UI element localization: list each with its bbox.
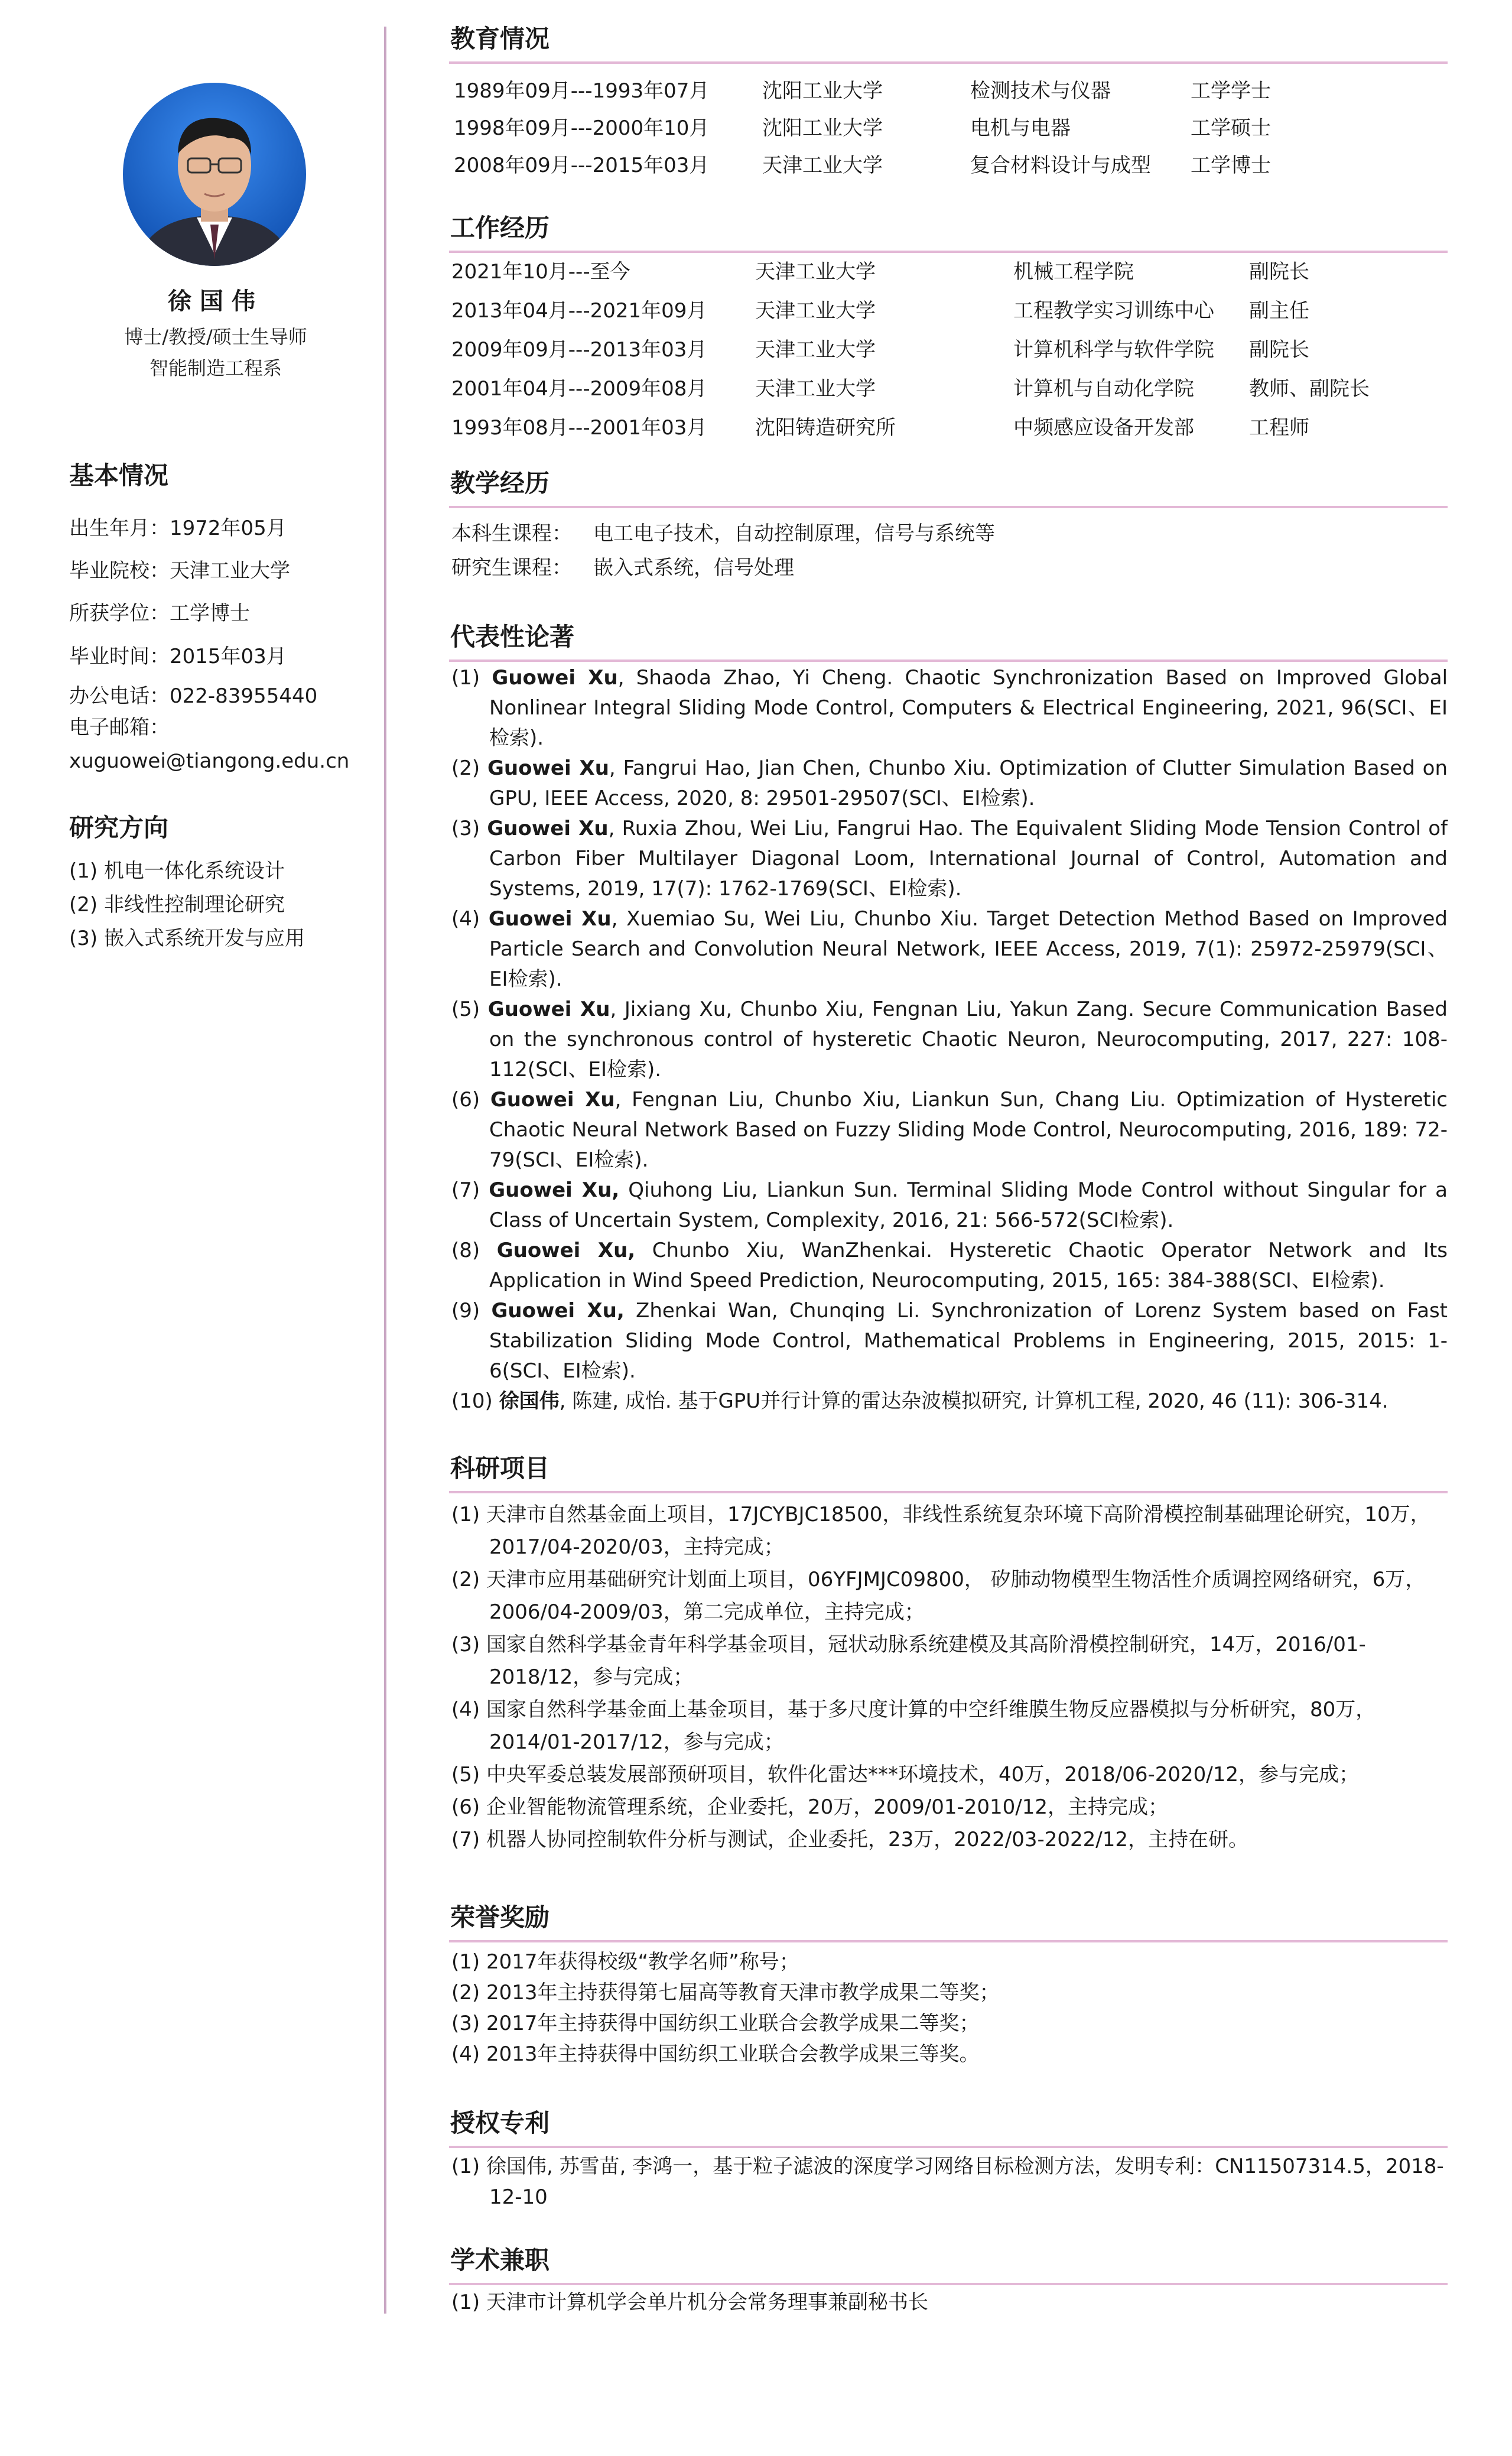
birth-date: 出生年月：1972年05月 [69, 516, 287, 540]
positions-list [451, 2287, 1448, 2318]
paper-item: (5) Guowei Xu, Jixiang Xu, Chunbo Xiu, Fengnan Liu, Yakun Zang. Secure Communication Based on the synchronous control of hysteretic Chaotic Neuron, Neurocomputing, 2017, 227: 108-112(SCI、EI检索). [451, 998, 1448, 1081]
edu-major: 复合材料设计与成型 [970, 154, 1151, 177]
work-heading: 工作经历 [450, 213, 550, 242]
edu-school: 天津工业大学 [762, 154, 883, 177]
section-rule [449, 1491, 1448, 1493]
column-divider [384, 27, 386, 2314]
basic-info-heading: 基本情况 [69, 461, 169, 490]
work-dept: 中频感应设备开发部 [1013, 416, 1194, 440]
paper-item: (7) Guowei Xu, Qiuhong Liu, Liankun Sun. Terminal Sliding Mode Control without Singular for a Class of Uncertain System, Complexity, 2016, 21: 566-572(SCI检索). [451, 1178, 1448, 1232]
teaching-heading: 教学经历 [450, 469, 550, 498]
section-rule [449, 61, 1448, 64]
work-dept: 计算机与自动化学院 [1013, 377, 1194, 401]
work-role: 副主任 [1249, 299, 1309, 323]
projects-list [451, 1499, 1448, 1856]
projects-heading: 科研项目 [450, 1454, 550, 1483]
honor-item: (4) 2013年主持获得中国纺织工业联合会教学成果三等奖。 [451, 2042, 980, 2066]
work-dept: 计算机科学与软件学院 [1013, 338, 1214, 362]
office-phone: 办公电话：022-83955440 [69, 684, 318, 708]
section-rule [449, 506, 1448, 508]
person-title: 博士/教授/硕士生导师 [124, 326, 307, 348]
work-org: 天津工业大学 [755, 377, 876, 401]
project-item: (3) 国家自然科学基金青年科学基金项目，冠状动脉系统建模及其高阶滑模控制研究，14万，2016/01-2018/12，参与完成； [451, 1633, 1366, 1689]
project-item: (7) 机器人协同控制软件分析与测试，企业委托，23万，2022/03-2022/12，主持在研。 [451, 1828, 1248, 1851]
work-period: 2009年09月---2013年03月 [451, 338, 707, 362]
work-period: 2001年04月---2009年08月 [451, 377, 707, 401]
work-dept: 工程教学实习训练中心 [1013, 299, 1214, 323]
work-role: 教师、副院长 [1249, 377, 1370, 401]
papers-heading: 代表性论著 [450, 622, 575, 651]
edu-major: 电机与电器 [970, 116, 1071, 140]
research-item: (1) 机电一体化系统设计 [69, 859, 285, 883]
person-name: 徐国伟 [168, 288, 264, 315]
education-heading: 教育情况 [450, 24, 550, 53]
project-item: (6) 企业智能物流管理系统，企业委托，20万，2009/01-2010/12，主持完成； [451, 1795, 1168, 1819]
email-label: 电子邮箱： [69, 716, 170, 739]
paper-item: (4) Guowei Xu, Xuemiao Su, Wei Liu, Chunbo Xiu. Target Detection Method Based on Improved Particle Search and Convolution Neural Network, IEEE Access, 2019, 7(1): 25972-25979(SCI、EI检索). [451, 907, 1448, 991]
paper-item: (6) Guowei Xu, Fengnan Liu, Chunbo Xiu, Liankun Sun, Chang Liu. Optimization of Hysteretic Chaotic Neural Network Based on Fuzzy Sliding Mode Control, Neurocomputing, 2016, 189: 72-79(SCI、EI检索). [451, 1088, 1448, 1172]
degree: 所获学位：工学博士 [69, 602, 250, 625]
graduate-school: 毕业院校：天津工业大学 [69, 559, 290, 583]
work-org: 天津工业大学 [755, 338, 876, 362]
grad-label: 研究生课程： [451, 556, 572, 580]
positions-heading: 学术兼职 [450, 2246, 550, 2275]
edu-degree: 工学博士 [1191, 154, 1271, 177]
work-period: 1993年08月---2001年03月 [451, 416, 707, 440]
edu-degree: 工学学士 [1191, 79, 1271, 103]
section-rule [449, 251, 1448, 253]
patents-list [451, 2151, 1448, 2213]
edu-period: 1989年09月---1993年07月 [454, 79, 710, 103]
paper-item: (3) Guowei Xu, Ruxia Zhou, Wei Liu, Fangrui Hao. The Equivalent Sliding Mode Tension Control of Carbon Fiber Multilayer Diagonal Loom, International Journal of Control, Automation and Systems, 2019, 17(7): 1762-1769(SCI、EI检索). [451, 817, 1448, 901]
paper-item: (9) Guowei Xu, Zhenkai Wan, Chunqing Li. Synchronization of Lorenz System based on Fast Stabilization Sliding Mode Control, Mathematical Problems in Engineering, 2015, 2015: 1-6(SCI、EI检索). [451, 1299, 1448, 1383]
edu-school: 沈阳工业大学 [762, 79, 883, 103]
avatar [123, 83, 306, 266]
work-role: 副院长 [1249, 338, 1309, 362]
work-org: 天津工业大学 [755, 299, 876, 323]
project-item: (2) 天津市应用基础研究计划面上项目，06YFJMJC09800， 矽肺动物模型生物活性介质调控网络研究，6万，2006/04-2009/03，第二完成单位，主持完成； [451, 1568, 1426, 1624]
papers-section [449, 621, 1448, 662]
undergrad-courses: 电工电子技术，自动控制原理，信号与系统等 [593, 522, 995, 545]
education-section [449, 22, 1448, 64]
section-rule [449, 2283, 1448, 2285]
honors-heading: 荣誉奖励 [450, 1903, 550, 1932]
edu-period: 2008年09月---2015年03月 [454, 154, 710, 177]
edu-period: 1998年09月---2000年10月 [454, 116, 710, 140]
honor-item: (2) 2013年主持获得第七届高等教育天津市教学成果二等奖； [451, 1981, 1000, 2005]
section-rule [449, 1940, 1448, 1942]
project-item: (1) 天津市自然基金面上项目，17JCYBJC18500，非线性系统复杂环境下高阶滑模控制基础理论研究，10万，2017/04-2020/03，主持完成； [451, 1503, 1430, 1559]
positions-section [449, 2244, 1448, 2285]
undergrad-label: 本科生课程： [451, 522, 572, 545]
work-org: 天津工业大学 [755, 260, 876, 284]
paper-item: (10) 徐国伟, 陈建, 成怡. 基于GPU并行计算的雷达杂波模拟研究, 计算机工程, 2020, 46 (11): 306-314. [451, 1389, 1389, 1413]
research-item: (3) 嵌入式系统开发与应用 [69, 927, 305, 950]
person-department: 智能制造工程系 [149, 357, 282, 379]
research-heading: 研究方向 [69, 813, 169, 842]
section-rule [449, 2146, 1448, 2148]
patent-item: (1) 徐国伟, 苏雪苗, 李鸿一，基于粒子滤波的深度学习网络目标检测方法，发明专利：CN11507314.5，2018-12-10 [451, 2155, 1444, 2209]
paper-item: (8) Guowei Xu, Chunbo Xiu, WanZhenkai. Hysteretic Chaotic Operator Network and Its Application in Wind Speed Prediction, Neurocomputing, 2015, 165: 384-388(SCI、EI检索). [451, 1239, 1448, 1292]
section-rule [449, 660, 1448, 662]
work-role: 副院长 [1249, 260, 1309, 284]
position-item: (1) 天津市计算机学会单片机分会常务理事兼副秘书长 [451, 2291, 928, 2314]
email-address[interactable]: xuguowei@tiangong.edu.cn [69, 749, 350, 773]
paper-item: (1) Guowei Xu, Shaoda Zhao, Yi Cheng. Chaotic Synchronization Based on Improved Global Nonlinear Integral Sliding Mode Control, Computers & Electrical Engineering, 2021, 96(SCI、EI检索). [451, 666, 1448, 750]
honor-item: (1) 2017年获得校级“教学名师”称号； [451, 1950, 799, 1974]
papers-list [451, 663, 1448, 1417]
work-org: 沈阳铸造研究所 [755, 416, 896, 440]
patents-heading: 授权专利 [450, 2109, 550, 2137]
project-item: (4) 国家自然科学基金面上基金项目，基于多尺度计算的中空纤维膜生物反应器模拟与分析研究，80万，2014/01-2017/12，参与完成； [451, 1698, 1376, 1754]
research-item: (2) 非线性控制理论研究 [69, 893, 285, 917]
work-period: 2021年10月---至今 [451, 260, 630, 284]
project-item: (5) 中央军委总装发展部预研项目，软件化雷达***环境技术，40万，2018/06-2020/12，参与完成； [451, 1763, 1359, 1786]
patents-section [449, 2107, 1448, 2148]
graduation-time: 毕业时间：2015年03月 [69, 645, 287, 668]
honors-section [449, 1901, 1448, 1942]
honors-list [451, 1947, 1448, 2070]
work-section [449, 212, 1448, 253]
work-period: 2013年04月---2021年09月 [451, 299, 707, 323]
projects-section [449, 1452, 1448, 1493]
work-role: 工程师 [1249, 416, 1309, 440]
paper-item: (2) Guowei Xu, Fangrui Hao, Jian Chen, Chunbo Xiu. Optimization of Clutter Simulation Based on GPU, IEEE Access, 2020, 8: 29501-29507(SCI、EI检索). [451, 756, 1448, 810]
grad-courses: 嵌入式系统，信号处理 [593, 556, 794, 580]
honor-item: (3) 2017年主持获得中国纺织工业联合会教学成果二等奖； [451, 2012, 980, 2035]
edu-school: 沈阳工业大学 [762, 116, 883, 140]
left-sidebar [0, 0, 384, 2456]
edu-major: 检测技术与仪器 [970, 79, 1111, 103]
teaching-section [449, 467, 1448, 508]
edu-degree: 工学硕士 [1191, 116, 1271, 140]
work-dept: 机械工程学院 [1013, 260, 1134, 284]
